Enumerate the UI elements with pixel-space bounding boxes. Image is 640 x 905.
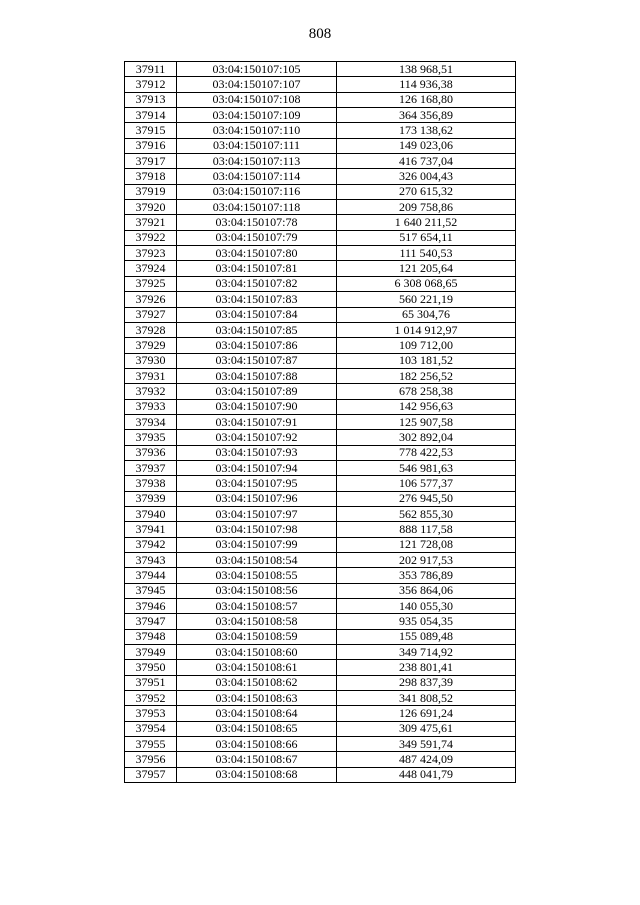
cadastral-number-cell: 03:04:150107:94 (177, 460, 337, 475)
cadastral-number-cell: 03:04:150107:87 (177, 353, 337, 368)
value-cell: 448 041,79 (337, 767, 516, 782)
row-number-cell: 37918 (125, 169, 177, 184)
cadastral-number-cell: 03:04:150107:108 (177, 92, 337, 107)
value-cell: 109 712,00 (337, 338, 516, 353)
row-number-cell: 37942 (125, 537, 177, 552)
table-row (125, 553, 516, 568)
table-row (125, 399, 516, 414)
cadastral-number-cell: 03:04:150107:105 (177, 62, 337, 77)
row-number-cell: 37935 (125, 430, 177, 445)
value-cell: 155 089,48 (337, 629, 516, 644)
table-row (125, 629, 516, 644)
cadastral-number-cell: 03:04:150107:97 (177, 506, 337, 521)
row-number-cell: 37937 (125, 460, 177, 475)
row-number-cell: 37914 (125, 108, 177, 123)
row-number-cell: 37939 (125, 491, 177, 506)
value-cell: 270 615,32 (337, 184, 516, 199)
value-cell: 546 981,63 (337, 460, 516, 475)
cadastral-number-cell: 03:04:150107:91 (177, 414, 337, 429)
cadastral-number-cell: 03:04:150107:95 (177, 476, 337, 491)
cadastral-number-cell: 03:04:150108:68 (177, 767, 337, 782)
row-number-cell: 37946 (125, 599, 177, 614)
row-number-cell: 37915 (125, 123, 177, 138)
cadastral-number-cell: 03:04:150107:114 (177, 169, 337, 184)
table-row (125, 430, 516, 445)
row-number-cell: 37916 (125, 138, 177, 153)
cadastral-number-cell: 03:04:150107:81 (177, 261, 337, 276)
value-cell: 65 304,76 (337, 307, 516, 322)
cadastral-number-cell: 03:04:150107:93 (177, 445, 337, 460)
table-row (125, 276, 516, 291)
row-number-cell: 37956 (125, 752, 177, 767)
table-row (125, 184, 516, 199)
cadastral-number-cell: 03:04:150108:64 (177, 706, 337, 721)
cadastral-number-cell: 03:04:150108:57 (177, 599, 337, 614)
row-number-cell: 37924 (125, 261, 177, 276)
table-row (125, 108, 516, 123)
cadastral-number-cell: 03:04:150108:61 (177, 660, 337, 675)
value-cell: 416 737,04 (337, 154, 516, 169)
row-number-cell: 37934 (125, 414, 177, 429)
row-number-cell: 37921 (125, 215, 177, 230)
row-number-cell: 37950 (125, 660, 177, 675)
value-cell: 341 808,52 (337, 691, 516, 706)
value-cell: 121 728,08 (337, 537, 516, 552)
cadastral-number-cell: 03:04:150108:60 (177, 645, 337, 660)
table-row (125, 568, 516, 583)
row-number-cell: 37938 (125, 476, 177, 491)
value-cell: 209 758,86 (337, 200, 516, 215)
row-number-cell: 37917 (125, 154, 177, 169)
table-row (125, 599, 516, 614)
table-row (125, 522, 516, 537)
cadastral-number-cell: 03:04:150107:99 (177, 537, 337, 552)
cadastral-number-cell: 03:04:150107:84 (177, 307, 337, 322)
value-cell: 114 936,38 (337, 77, 516, 92)
row-number-cell: 37930 (125, 353, 177, 368)
value-cell: 309 475,61 (337, 721, 516, 736)
row-number-cell: 37940 (125, 506, 177, 521)
row-number-cell: 37936 (125, 445, 177, 460)
row-number-cell: 37944 (125, 568, 177, 583)
cadastral-number-cell: 03:04:150107:109 (177, 108, 337, 123)
row-number-cell: 37911 (125, 62, 177, 77)
cadastral-number-cell: 03:04:150107:78 (177, 215, 337, 230)
cadastral-number-cell: 03:04:150108:67 (177, 752, 337, 767)
cadastral-number-cell: 03:04:150107:92 (177, 430, 337, 445)
cadastral-number-cell: 03:04:150107:89 (177, 384, 337, 399)
table-row (125, 460, 516, 475)
table-row (125, 691, 516, 706)
value-cell: 125 907,58 (337, 414, 516, 429)
row-number-cell: 37928 (125, 322, 177, 337)
value-cell: 149 023,06 (337, 138, 516, 153)
table-row (125, 767, 516, 782)
value-cell: 349 714,92 (337, 645, 516, 660)
cadastral-number-cell: 03:04:150107:80 (177, 246, 337, 261)
value-cell: 356 864,06 (337, 583, 516, 598)
row-number-cell: 37951 (125, 675, 177, 690)
cadastral-number-cell: 03:04:150108:58 (177, 614, 337, 629)
value-cell: 487 424,09 (337, 752, 516, 767)
cadastral-number-cell: 03:04:150108:55 (177, 568, 337, 583)
table-row (125, 261, 516, 276)
table-row (125, 138, 516, 153)
table-row (125, 752, 516, 767)
value-cell: 678 258,38 (337, 384, 516, 399)
table-row (125, 614, 516, 629)
row-number-cell: 37952 (125, 691, 177, 706)
table-row (125, 307, 516, 322)
row-number-cell: 37919 (125, 184, 177, 199)
value-cell: 935 054,35 (337, 614, 516, 629)
value-cell: 326 004,43 (337, 169, 516, 184)
table-row (125, 721, 516, 736)
table-row (125, 737, 516, 752)
table-row (125, 77, 516, 92)
cadastral-number-cell: 03:04:150107:85 (177, 322, 337, 337)
cadastral-number-cell: 03:04:150107:116 (177, 184, 337, 199)
value-cell: 142 956,63 (337, 399, 516, 414)
row-number-cell: 37927 (125, 307, 177, 322)
value-cell: 111 540,53 (337, 246, 516, 261)
row-number-cell: 37955 (125, 737, 177, 752)
value-cell: 353 786,89 (337, 568, 516, 583)
value-cell: 173 138,62 (337, 123, 516, 138)
value-cell: 202 917,53 (337, 553, 516, 568)
value-cell: 1 014 912,97 (337, 322, 516, 337)
value-cell: 302 892,04 (337, 430, 516, 445)
row-number-cell: 37957 (125, 767, 177, 782)
table-row (125, 123, 516, 138)
cadastral-number-cell: 03:04:150107:110 (177, 123, 337, 138)
value-cell: 103 181,52 (337, 353, 516, 368)
registry-table-body (125, 62, 516, 783)
table-row (125, 445, 516, 460)
cadastral-number-cell: 03:04:150107:98 (177, 522, 337, 537)
value-cell: 1 640 211,52 (337, 215, 516, 230)
value-cell: 276 945,50 (337, 491, 516, 506)
table-row (125, 476, 516, 491)
cadastral-number-cell: 03:04:150107:88 (177, 368, 337, 383)
value-cell: 238 801,41 (337, 660, 516, 675)
table-row (125, 353, 516, 368)
row-number-cell: 37954 (125, 721, 177, 736)
page-number: 808 (308, 26, 332, 42)
table-row (125, 660, 516, 675)
cadastral-number-cell: 03:04:150107:90 (177, 399, 337, 414)
row-number-cell: 37943 (125, 553, 177, 568)
table-row (125, 491, 516, 506)
value-cell: 126 691,24 (337, 706, 516, 721)
table-row (125, 154, 516, 169)
value-cell: 126 168,80 (337, 92, 516, 107)
table-row (125, 62, 516, 77)
table-row (125, 215, 516, 230)
row-number-cell: 37923 (125, 246, 177, 261)
row-number-cell: 37912 (125, 77, 177, 92)
registry-table (124, 61, 516, 783)
row-number-cell: 37929 (125, 338, 177, 353)
row-number-cell: 37931 (125, 368, 177, 383)
cadastral-number-cell: 03:04:150108:54 (177, 553, 337, 568)
value-cell: 888 117,58 (337, 522, 516, 537)
table-row (125, 230, 516, 245)
value-cell: 298 837,39 (337, 675, 516, 690)
cadastral-number-cell: 03:04:150107:111 (177, 138, 337, 153)
row-number-cell: 37933 (125, 399, 177, 414)
table-row (125, 675, 516, 690)
table-row (125, 414, 516, 429)
cadastral-number-cell: 03:04:150107:113 (177, 154, 337, 169)
table-row (125, 200, 516, 215)
value-cell: 517 654,11 (337, 230, 516, 245)
row-number-cell: 37945 (125, 583, 177, 598)
value-cell: 778 422,53 (337, 445, 516, 460)
cadastral-number-cell: 03:04:150108:62 (177, 675, 337, 690)
table-row (125, 368, 516, 383)
table-row (125, 706, 516, 721)
table-row (125, 583, 516, 598)
value-cell: 349 591,74 (337, 737, 516, 752)
cadastral-number-cell: 03:04:150107:83 (177, 292, 337, 307)
cadastral-number-cell: 03:04:150107:79 (177, 230, 337, 245)
row-number-cell: 37932 (125, 384, 177, 399)
row-number-cell: 37913 (125, 92, 177, 107)
cadastral-number-cell: 03:04:150107:82 (177, 276, 337, 291)
cadastral-number-cell: 03:04:150107:118 (177, 200, 337, 215)
table-row (125, 645, 516, 660)
value-cell: 364 356,89 (337, 108, 516, 123)
row-number-cell: 37947 (125, 614, 177, 629)
table-row (125, 246, 516, 261)
value-cell: 106 577,37 (337, 476, 516, 491)
table-row (125, 292, 516, 307)
value-cell: 560 221,19 (337, 292, 516, 307)
row-number-cell: 37922 (125, 230, 177, 245)
cadastral-number-cell: 03:04:150108:63 (177, 691, 337, 706)
table-row (125, 92, 516, 107)
value-cell: 562 855,30 (337, 506, 516, 521)
table-row (125, 537, 516, 552)
cadastral-number-cell: 03:04:150107:96 (177, 491, 337, 506)
table-row (125, 506, 516, 521)
row-number-cell: 37925 (125, 276, 177, 291)
cadastral-number-cell: 03:04:150107:86 (177, 338, 337, 353)
cadastral-number-cell: 03:04:150108:65 (177, 721, 337, 736)
cadastral-number-cell: 03:04:150108:59 (177, 629, 337, 644)
cadastral-number-cell: 03:04:150108:66 (177, 737, 337, 752)
row-number-cell: 37941 (125, 522, 177, 537)
value-cell: 6 308 068,65 (337, 276, 516, 291)
row-number-cell: 37948 (125, 629, 177, 644)
table-row (125, 322, 516, 337)
row-number-cell: 37920 (125, 200, 177, 215)
table-row (125, 384, 516, 399)
table-row (125, 169, 516, 184)
value-cell: 121 205,64 (337, 261, 516, 276)
row-number-cell: 37949 (125, 645, 177, 660)
table-row (125, 338, 516, 353)
row-number-cell: 37953 (125, 706, 177, 721)
value-cell: 138 968,51 (337, 62, 516, 77)
cadastral-number-cell: 03:04:150107:107 (177, 77, 337, 92)
row-number-cell: 37926 (125, 292, 177, 307)
value-cell: 140 055,30 (337, 599, 516, 614)
value-cell: 182 256,52 (337, 368, 516, 383)
cadastral-number-cell: 03:04:150108:56 (177, 583, 337, 598)
